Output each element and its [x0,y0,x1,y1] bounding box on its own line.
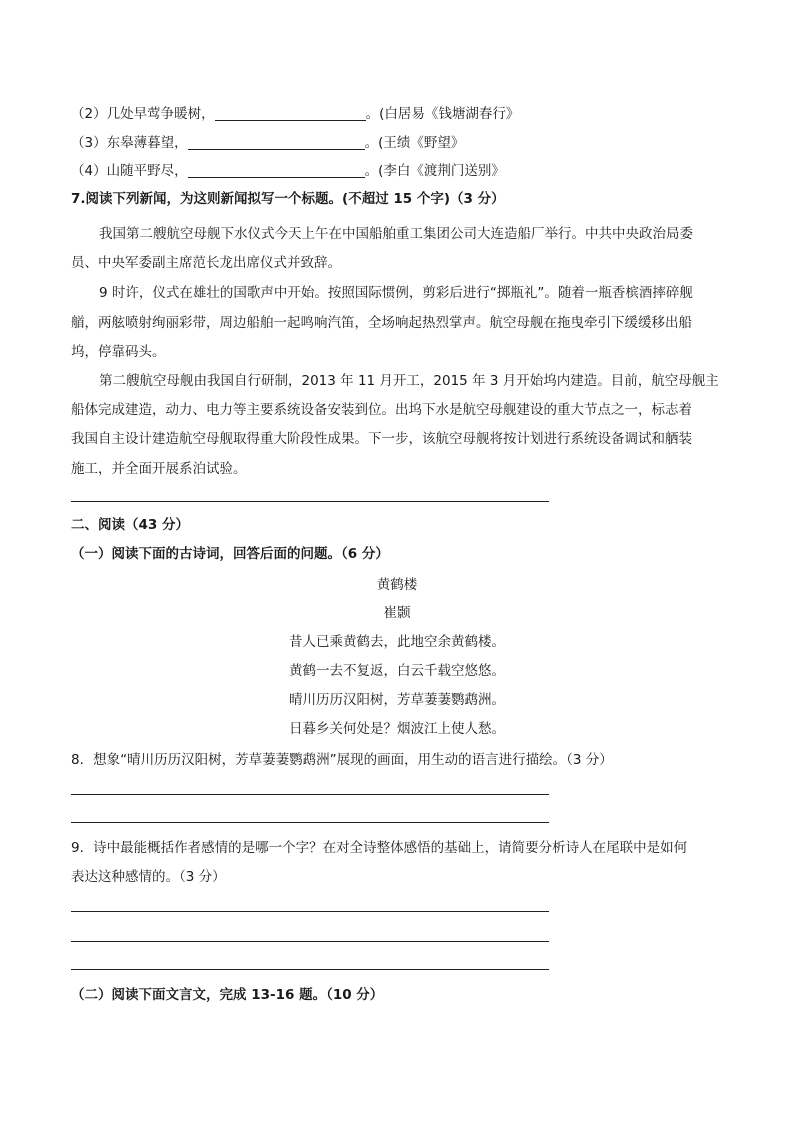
q6-item-4-source: 。(李白《渡荆门送别》 [364,163,505,179]
q9-prompt-line-1: 9．诗中最能概括作者感情的是哪一个字？在对全诗整体感悟的基础上，请简要分析诗人在尾联中是如何 [71,840,688,856]
news-paragraph-3-line-3: 我国自主设计建造航空母舰取得重大阶段性成果。下一步，该航空母舰将按计划进行系统设备调试和舾装 [71,431,692,447]
q6-item-3-source: 。(王绩《野望》 [364,135,465,151]
q6-item-2-prompt: （2）几处早莺争暖树， [71,106,215,122]
news-paragraph-2-line-1: 9 时许，仪式在雄壮的国歌声中开始。按照国际惯例，剪彩后进行“掷瓶礼”。随着一瓶香槟酒摔碎舰 [99,285,693,301]
poem-line-1: 昔人已乘黄鹤去，此地空余黄鹤楼。 [289,634,505,650]
part-2-heading: （二）阅读下面文言文，完成 13-16 题。（10 分） [71,987,384,1003]
news-paragraph-3-line-2: 船体完成建造，动力、电力等主要系统设备安装到位。出坞下水是航空母舰建设的重大节点之一，标志着 [71,402,692,418]
q9-answer-line-1[interactable] [71,911,549,912]
news-paragraph-2-line-3: 坞，停靠码头。 [71,344,166,360]
poem-line-4: 日暮乡关何处是？烟波江上使人愁。 [289,721,505,737]
news-paragraph-3-line-4: 施工，并全面开展系泊试验。 [71,461,247,477]
answer-blank[interactable] [188,135,365,150]
poem-author: 崔颢 [383,605,411,621]
q8-answer-line-2[interactable] [71,822,549,823]
q8-answer-line-1[interactable] [71,794,549,795]
news-paragraph-3-line-1: 第二艘航空母舰由我国自行研制，2013 年 11 月开工，2015 年 3 月开始坞内建造。目前，航空母舰主 [99,373,719,389]
q6-item-4-prompt: （4）山随平野尽， [71,163,188,179]
section-2-heading: 二、阅读（43 分） [71,517,189,533]
answer-blank[interactable] [215,106,366,121]
answer-blank[interactable] [188,163,365,178]
q6-item-3 [71,133,464,153]
q7-heading: 7.阅读下列新闻，为这则新闻拟写一个标题。(不超过 15 个字)（3 分） [71,191,505,207]
news-paragraph-1-line-1: 我国第二艘航空母舰下水仪式今天上午在中国船舶重工集团公司大连造船厂举行。中共中央政治局委 [99,226,693,242]
q6-item-2 [71,104,519,124]
q6-item-2-source: 。(白居易《钱塘湖春行》 [365,106,520,122]
q9-answer-line-3[interactable] [71,969,549,970]
q8-prompt: 8．想象“晴川历历汉阳树，芳草萋萋鹦鹉洲”展现的画面，用生动的语言进行描绘。（3 分） [71,752,613,768]
news-paragraph-2-line-2: 艏，两舷喷射绚丽彩带，周边船舶一起鸣响汽笛，全场响起热烈掌声。航空母舰在拖曳牵引下缓缓移出船 [71,315,692,331]
poem-title: 黄鹤楼 [376,577,418,593]
poem-line-3: 晴川历历汉阳树，芳草萋萋鹦鹉洲。 [289,692,505,708]
q7-answer-line[interactable] [71,501,549,502]
news-paragraph-1-line-2: 员、中央军委副主席范长龙出席仪式并致辞。 [71,255,341,271]
q6-item-4 [71,161,505,181]
q9-answer-line-2[interactable] [71,941,549,942]
q9-prompt-line-2: 表达这种感情的。（3 分） [71,869,226,885]
part-1-heading: （一）阅读下面的古诗词，回答后面的问题。（6 分） [71,546,389,562]
poem-line-2: 黄鹤一去不复返，白云千载空悠悠。 [289,663,505,679]
q6-item-3-prompt: （3）东皋薄暮望， [71,135,188,151]
